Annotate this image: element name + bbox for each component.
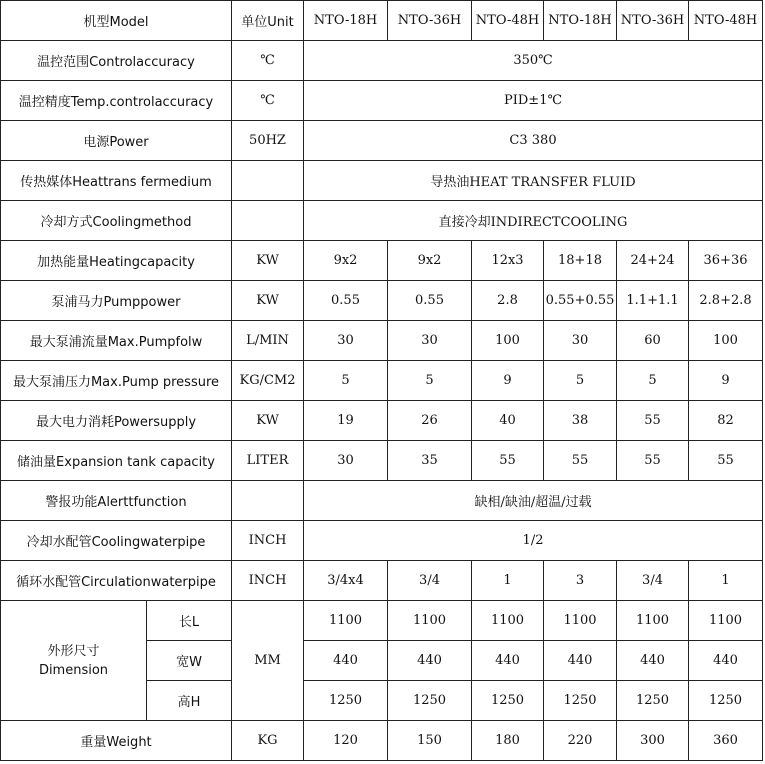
dimension-unit: MM (232, 601, 304, 721)
row-unit: INCH (232, 521, 304, 561)
cell-value: 440 (388, 641, 472, 681)
cell-value: 0.55 (388, 281, 472, 321)
row-heat-medium (1, 161, 763, 201)
row-heating-capacity (1, 241, 763, 281)
cell-value: 18+18 (544, 241, 617, 281)
cell-value: 3 (544, 561, 617, 601)
row-unit (232, 201, 304, 241)
row-max-pump-pressure (1, 361, 763, 401)
cell-value: 3/4x4 (304, 561, 388, 601)
cell-value: 19 (304, 401, 388, 441)
dimension-label (1, 601, 147, 721)
row-label: 最大泵浦流量Max.Pumpfolw (1, 321, 232, 361)
row-unit: INCH (232, 561, 304, 601)
cell-value: 0.55+0.55 (544, 281, 617, 321)
row-label: 储油量Expansion tank capacity (1, 441, 232, 481)
cell-value: 360 (689, 721, 763, 761)
model-col-3: NTO-48H (472, 1, 544, 41)
cell-value: 1250 (689, 681, 763, 721)
cell-value: 30 (304, 321, 388, 361)
row-expansion-tank (1, 441, 763, 481)
model-col-2: NTO-36H (388, 1, 472, 41)
cell-value: 82 (689, 401, 763, 441)
cell-value: 1100 (617, 601, 689, 641)
row-label: 警报功能Alerttfunction (1, 481, 232, 521)
row-unit: ℃ (232, 41, 304, 81)
model-col-1: NTO-18H (304, 1, 388, 41)
row-label: 最大泵浦压力Max.Pump pressure (1, 361, 232, 401)
row-pump-power (1, 281, 763, 321)
cell-value: 1250 (388, 681, 472, 721)
cell-value: 180 (472, 721, 544, 761)
cell-value: 55 (617, 441, 689, 481)
row-control-range (1, 41, 763, 81)
row-unit (232, 481, 304, 521)
unit-header: 单位Unit (232, 1, 304, 41)
row-unit: KW (232, 241, 304, 281)
cell-value: 26 (388, 401, 472, 441)
header-row (1, 1, 763, 41)
row-unit: KW (232, 401, 304, 441)
cell-value: 9 (472, 361, 544, 401)
cell-value: 3/4 (388, 561, 472, 601)
cell-value: 1100 (544, 601, 617, 641)
row-label: 冷却方式Coolingmethod (1, 201, 232, 241)
row-control-accuracy (1, 81, 763, 121)
row-label: 循环水配管Circulationwaterpipe (1, 561, 232, 601)
row-circulation-water-pipe (1, 561, 763, 601)
cell-value: 1250 (544, 681, 617, 721)
cell-value: 0.55 (304, 281, 388, 321)
cell-value: 3/4 (617, 561, 689, 601)
row-unit (232, 161, 304, 201)
row-merged-value: 缺相/缺油/超温/过载 (304, 481, 763, 521)
cell-value: 5 (617, 361, 689, 401)
cell-value: 55 (472, 441, 544, 481)
cell-value: 24+24 (617, 241, 689, 281)
dimension-sub-label: 高H (147, 681, 232, 721)
cell-value: 440 (472, 641, 544, 681)
row-power (1, 121, 763, 161)
cell-value: 1100 (472, 601, 544, 641)
cell-value: 440 (617, 641, 689, 681)
cell-value: 1.1+1.1 (617, 281, 689, 321)
row-unit: L/MIN (232, 321, 304, 361)
cell-value: 1100 (689, 601, 763, 641)
cell-value: 60 (617, 321, 689, 361)
cell-value: 35 (388, 441, 472, 481)
row-label: 重量Weight (1, 721, 232, 761)
row-label: 温控范围Controlaccuracy (1, 41, 232, 81)
row-label: 最大电力消耗Powersupply (1, 401, 232, 441)
cell-value: 150 (388, 721, 472, 761)
cell-value: 36+36 (689, 241, 763, 281)
cell-value: 100 (689, 321, 763, 361)
row-unit: LITER (232, 441, 304, 481)
row-unit: KW (232, 281, 304, 321)
row-weight (1, 721, 763, 761)
cell-value: 12x3 (472, 241, 544, 281)
model-col-5: NTO-36H (617, 1, 689, 41)
cell-value: 9x2 (304, 241, 388, 281)
row-label: 传热媒体Heattrans fermedium (1, 161, 232, 201)
row-label: 加热能量Heatingcapacity (1, 241, 232, 281)
row-max-power-consumption (1, 401, 763, 441)
cell-value: 300 (617, 721, 689, 761)
row-merged-value: 1/2 (304, 521, 763, 561)
cell-value: 440 (689, 641, 763, 681)
cell-value: 55 (617, 401, 689, 441)
dimension-sub-label: 宽W (147, 641, 232, 681)
row-merged-value: 350℃ (304, 41, 763, 81)
cell-value: 1250 (617, 681, 689, 721)
model-col-4: NTO-18H (544, 1, 617, 41)
row-merged-value: 导热油HEAT TRANSFER FLUID (304, 161, 763, 201)
cell-value: 100 (472, 321, 544, 361)
row-label: 电源Power (1, 121, 232, 161)
dimension-label-en: Dimension (38, 662, 109, 678)
row-unit: KG (232, 721, 304, 761)
cell-value: 120 (304, 721, 388, 761)
cell-value: 30 (544, 321, 617, 361)
row-merged-value: 直接冷却INDIRECTCOOLING (304, 201, 763, 241)
row-cooling-method (1, 201, 763, 241)
row-label: 泵浦马力Pumppower (1, 281, 232, 321)
cell-value: 1 (472, 561, 544, 601)
cell-value: 220 (544, 721, 617, 761)
model-col-6: NTO-48H (689, 1, 763, 41)
dimension-label-cn: 外形尺寸 (47, 643, 100, 659)
row-label: 冷却水配管Coolingwaterpipe (1, 521, 232, 561)
cell-value: 55 (689, 441, 763, 481)
cell-value: 9 (689, 361, 763, 401)
row-unit: KG/CM2 (232, 361, 304, 401)
row-unit: 50HZ (232, 121, 304, 161)
cell-value: 38 (544, 401, 617, 441)
cell-value: 1250 (472, 681, 544, 721)
cell-value: 1100 (304, 601, 388, 641)
row-label: 温控精度Temp.controlaccuracy (1, 81, 232, 121)
row-cooling-water-pipe (1, 521, 763, 561)
cell-value: 5 (388, 361, 472, 401)
row-merged-value: PID±1℃ (304, 81, 763, 121)
cell-value: 1250 (304, 681, 388, 721)
cell-value: 440 (544, 641, 617, 681)
cell-value: 2.8 (472, 281, 544, 321)
cell-value: 5 (304, 361, 388, 401)
model-header: 机型Model (1, 1, 232, 41)
cell-value: 5 (544, 361, 617, 401)
cell-value: 40 (472, 401, 544, 441)
cell-value: 30 (388, 321, 472, 361)
cell-value: 1100 (388, 601, 472, 641)
cell-value: 2.8+2.8 (689, 281, 763, 321)
row-max-pump-flow (1, 321, 763, 361)
cell-value: 30 (304, 441, 388, 481)
cell-value: 9x2 (388, 241, 472, 281)
dimension-sub-label: 长L (147, 601, 232, 641)
row-alert-function (1, 481, 763, 521)
cell-value: 55 (544, 441, 617, 481)
row-dimension-length (1, 601, 763, 641)
cell-value: 440 (304, 641, 388, 681)
row-merged-value: C3 380 (304, 121, 763, 161)
row-unit: ℃ (232, 81, 304, 121)
cell-value: 1 (689, 561, 763, 601)
